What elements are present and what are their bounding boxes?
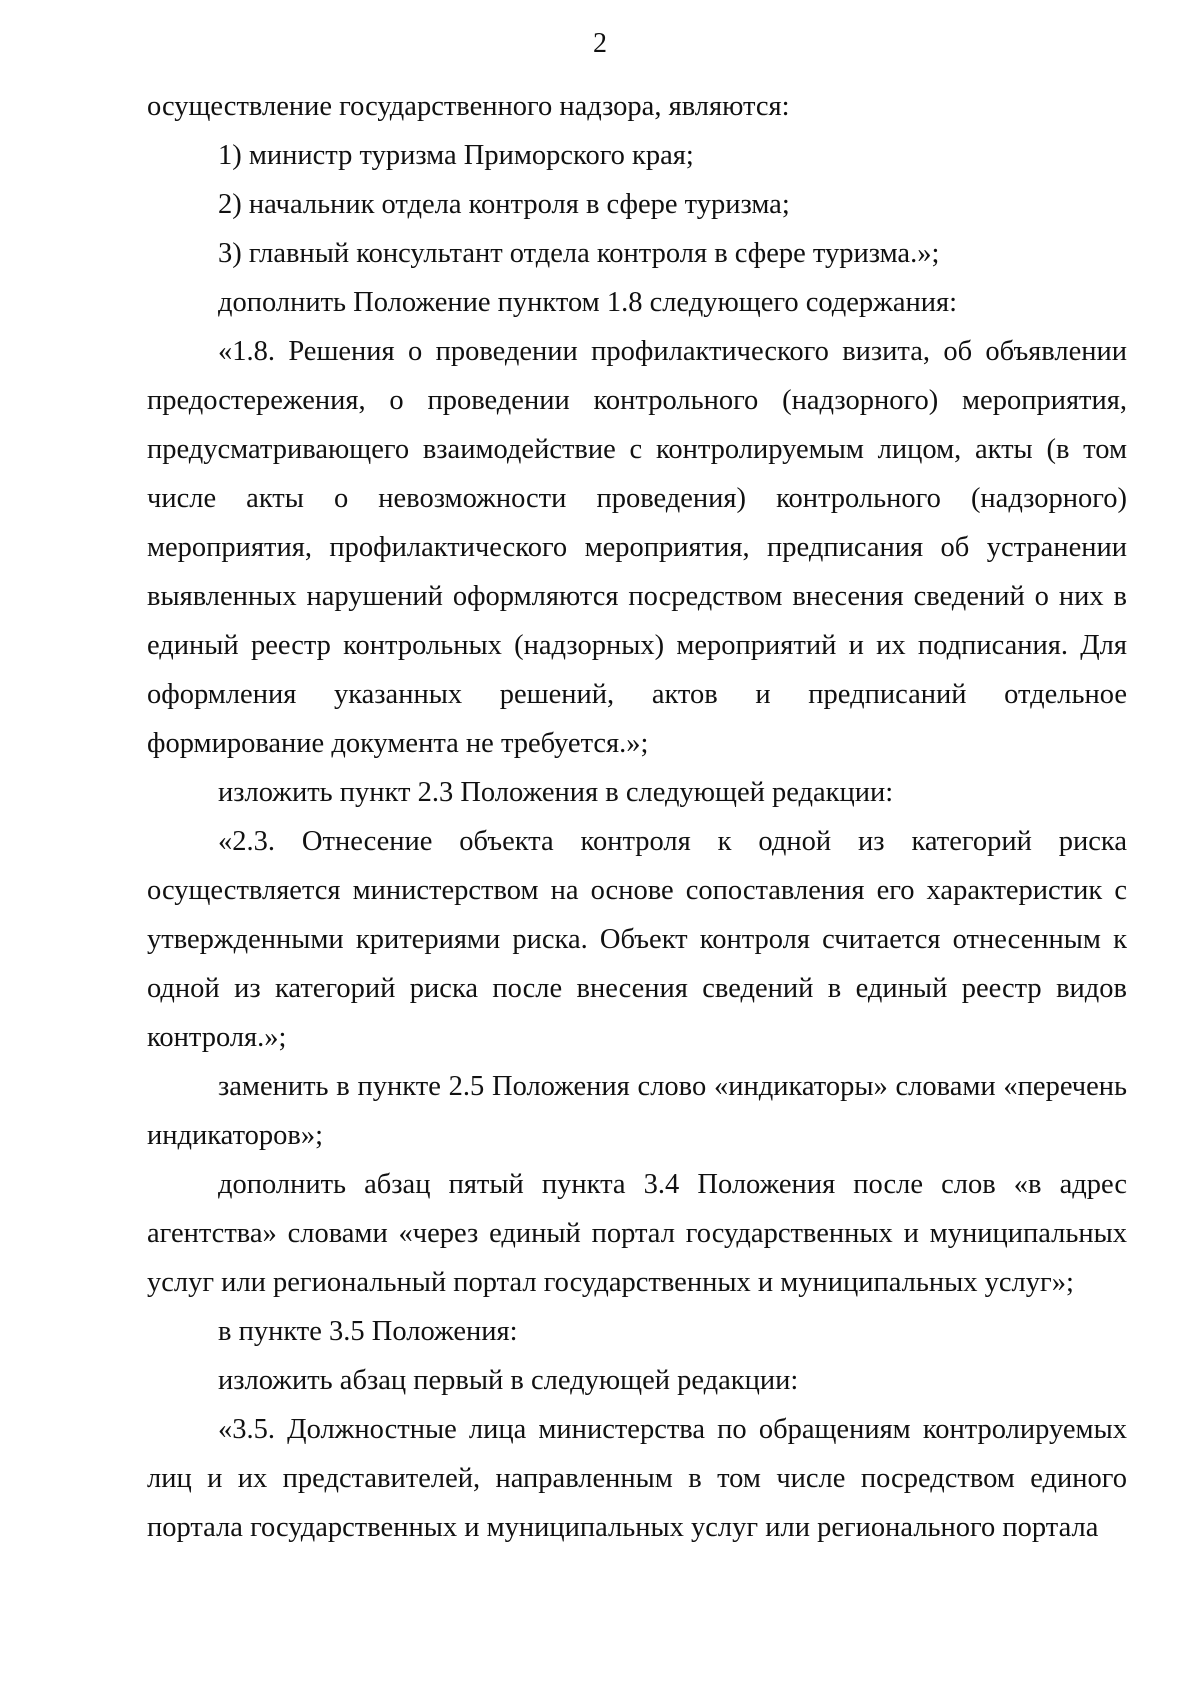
paragraph-2: 1) министр туризма Приморского края; — [218, 140, 694, 171]
paragraph-7: изложить пункт 2.3 Положения в следующей редакции: — [218, 777, 894, 808]
paragraph-12: изложить абзац первый в следующей редакции: — [218, 1365, 799, 1396]
paragraph-5: дополнить Положение пунктом 1.8 следующего содержания: — [218, 287, 958, 318]
paragraph-10: дополнить абзац пятый пункта 3.4 Положения после слов «в адрес агентства» словами «через единый портал государственных и муниципальных услуг или региональный портал государственных и муниципальных услуг»; — [147, 1169, 1127, 1298]
paragraph-11: в пункте 3.5 Положения: — [218, 1316, 518, 1347]
paragraph-3: 2) начальник отдела контроля в сфере туризма; — [218, 189, 790, 220]
paragraph-6: «1.8. Решения о проведении профилактического визита, об объявлении предостережения, о проведении контрольного (надзорного) мероприятия, предусматривающего взаимодействие с контролируемым лицом, акты (в том числе акты о невозможности проведения) контрольного (надзорного) мероприятия, профилактического мероприятия, предписания об устранении выявленных нарушений оформляются посредством внесения сведений о них в единый реестр контрольных (надзорных) мероприятий и их подписания. Для оформления указанных решений, актов и предписаний отдельное формирование документа не требуется.»; — [147, 336, 1127, 759]
document-body — [147, 82, 1127, 1552]
paragraph-13: «3.5. Должностные лица министерства по обращениям контролируемых лиц и их представителей, направленным в том числе посредством единого портала государственных и муниципальных услуг или регионального портала — [147, 1414, 1127, 1543]
paragraph-8: «2.3. Отнесение объекта контроля к одной из категорий риска осуществляется министерством на основе сопоставления его характеристик с утвержденными критериями риска. Объект контроля считается отнесенным к одной из категорий риска после внесения сведений в единый реестр видов контроля.»; — [147, 826, 1127, 1053]
page-number: 2 — [593, 28, 607, 59]
paragraph-1: осуществление государственного надзора, являются: — [147, 91, 790, 122]
paragraph-4: 3) главный консультант отдела контроля в сфере туризма.»; — [218, 238, 940, 269]
paragraph-9: заменить в пункте 2.5 Положения слово «индикаторы» словами «перечень индикаторов»; — [147, 1071, 1127, 1151]
